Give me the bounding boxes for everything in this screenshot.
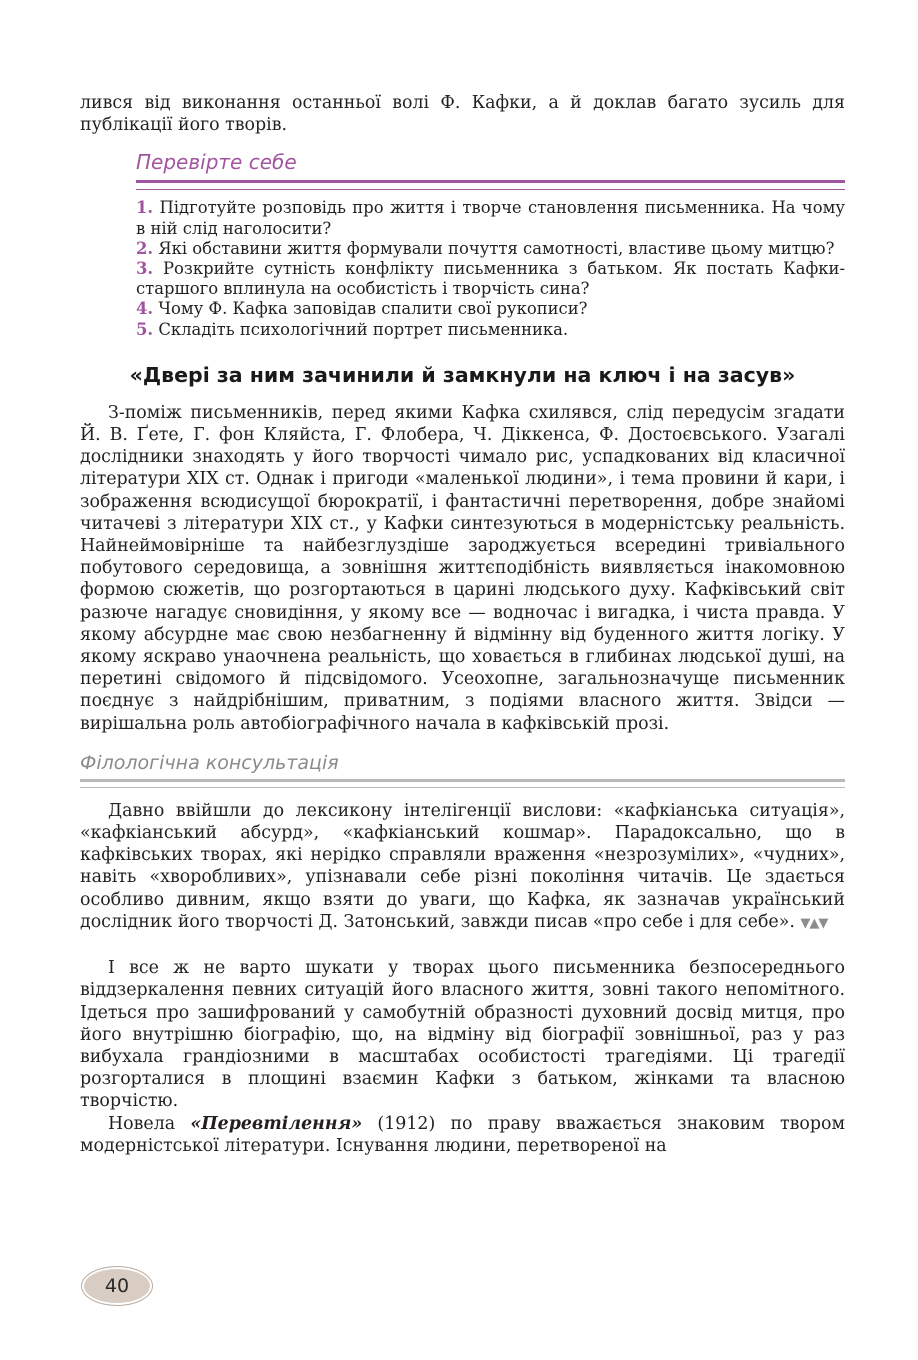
page-content [80,92,845,1157]
question-list [136,198,845,339]
consultation-paragraph: Давно ввійшли до лексикону інтелігенції вислови: «кафкіанська ситуація», «кафкіанський абсурд», «кафкіанський кошмар». Парадоксально, що в кафківських творах, які нерідко справляли враження «незрозумілих», «чудних», навіть «хворобливих», упізнавали себе різні покоління читачів. Це здається особливо дивним, якщо взяти до уваги, що Кафка, як зазначав український дослідник його творчості Д. Затонський, завжди писав «про себе і для себе». ▼▲▼ [80,800,845,932]
novella-title: «Перевтілення» [190,1113,363,1134]
consultation-title: Філологічна консультація [80,751,339,774]
page-number-badge [82,1267,152,1305]
paragraph-three: І все ж не варто шукати у творах цього письменника безпосереднього віддзеркалення певних ситуацій його власного життя, зовні такого непомітного. Ідеться про зашифрований у самобутній образності духовний досвід митця, про його внутрішню біографію, що, на відміну від біографії зовнішньої, раз у раз вибухала грандіозними в масштабах особистості трагедіями. Ці трагедії розгорталися в площині взаємин Кафки з батьком, жінками та власною творчістю. [80,958,845,1112]
section-paragraph: З-поміж письменників, перед якими Кафка схилявся, слід передусім згадати Й. В. Ґете, Г. фон Кляйста, Г. Флобера, Ч. Діккенса, Ф. Достоєвського. Узагалі дослідники знаходять у його творчості чимало рис, успадкованих від класичної літератури XIX ст. Однак і пригоди «маленької людини», і тема провини й кари, і зображення всюдисущої бюрократії, і фантастичні перетворення, добре знайомі читачеві з літератури XIX ст., у Кафки синтезуються в модерністську реальність. Найнеймовірніше та найбезглуздіше зароджується всередині тривіального побутового середовища, а зовнішня життєподібність виявляється інакомовною формою сюжетів, що розгортаються в царині людського духу. Кафківський світ разюче нагадує сновидіння, у якому все — водночас і вигадка, і чиста правда. У якому абсурдне має свою незбагненну й відмінну від буденного життя логіку. У якому яскраво унаочнена реальність, що ховається в глибинах людської душі, на перетині свідомого й підсвідомого. Усеохопне, загальнозначуще письменник поєднує з найдрібнішим, приватним, з подіями власного життя. Звідси — вирішальна роль автобіографічного начала в кафківській прозі. [80,402,845,734]
question-item: 3. Розкрийте сутність конфлікту письменника з батьком. Як постать Кафки-старшого вплинула на особистість і творчість сина? [136,259,845,299]
check-yourself-title: Перевірте себе [136,150,297,175]
intro-paragraph: лився від виконання останньої волі Ф. Кафки, а й доклав багато зусиль для публікації його творів. [80,93,845,136]
consultation-rule [80,779,845,788]
question-item: 5. Складіть психологічний портрет письменника. [136,319,569,339]
check-title-rule [136,180,845,190]
section-heading: «Двері за ним зачинили й замкнули на ключ і на засув» [129,362,796,387]
question-item: 2. Які обставини життя формували почуття самотності, властиве цьому митцю? [136,238,835,258]
paragraph-four: Новела «Перевтілення» (1912) по праву вважається знаковим твором модерністської літератури. Існування людини, перетвореної на [80,1113,845,1156]
question-item: 4. Чому Ф. Кафка заповідав спалити свої рукописи? [136,299,588,319]
end-marks-icon: ▼▲▼ [800,915,828,931]
page-number: 40 [104,1275,130,1297]
question-item: 1. Підготуйте розповідь про життя і творче становлення письменника. На чому в ній слід наголосити? [136,198,845,238]
